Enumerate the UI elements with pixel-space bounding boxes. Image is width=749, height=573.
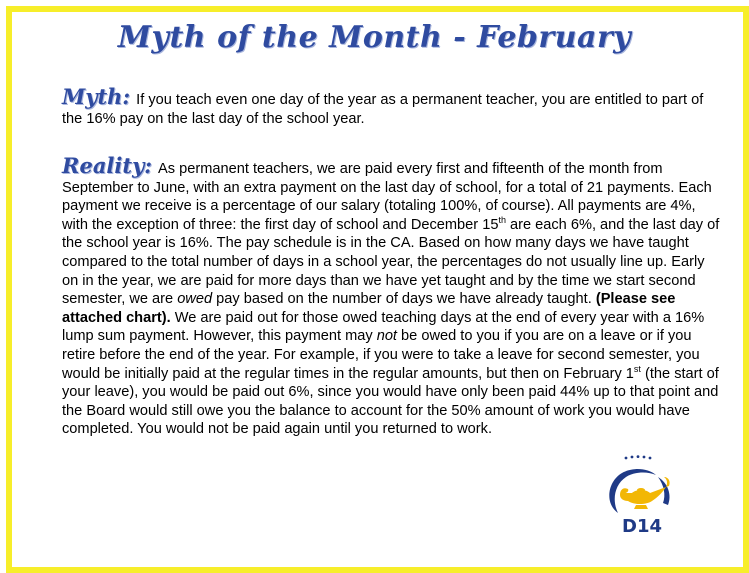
logo-text: D14 bbox=[622, 516, 662, 537]
myth-text: If you teach even one day of the year as a permanent teacher, you are entitled to part of the 16% pay on the last day of the school year. bbox=[62, 92, 704, 127]
reality-text-3: pay based on the number of days we have already taught. bbox=[212, 291, 596, 308]
reality-text-2: are each 6%, and the last day of the school year is 16%. The pay schedule is in the CA. Based on how many days we have taught compared to the total number of days in a school year, the percentages do not usually line up. Early on in the year, we are paid for more days than we have yet taught and by the time we start second semester, we are bbox=[62, 216, 720, 308]
reality-label: Reality: bbox=[62, 153, 153, 178]
reality-text-6: (the start of your leave), you would be paid out 6%, since you would have only been paid 44% up to that point and the Board would still owe you the balance to account for the 50% amount of work you would have completed. You would not be paid again until you returned to work. bbox=[62, 365, 719, 438]
myth-paragraph bbox=[62, 84, 722, 128]
reality-superscript-1: th bbox=[498, 214, 506, 225]
reality-text-5: be owed to you if you are on a leave or if you retire before the end of the year. For example, if you were to take a leave for second semester, you would be initially paid at the regular times in the regular amounts, but then on February 1 bbox=[62, 328, 700, 382]
logo-ring bbox=[609, 469, 656, 513]
reality-emphasis-not: not bbox=[376, 328, 397, 345]
chart-reference: (Please see attached chart). bbox=[62, 291, 676, 326]
reality-text-1: As permanent teachers, we are paid every first and fifteenth of the month from September to June, with an extra payment on the last day of school, for a total of 21 payments. Each payment we receive is a percentage of our salary (totaling 100%, of course). All payments are 4%, with the exception of three: the first day of school and December 15 bbox=[62, 161, 712, 233]
myth-label: Myth: bbox=[62, 84, 131, 109]
reality-superscript-2: st bbox=[633, 363, 641, 374]
reality-text-4: We are paid out for those owed teaching days at the end of every year with a 16% lump sum payment. However, this payment may bbox=[62, 309, 705, 345]
reality-emphasis-owed: owed bbox=[177, 291, 213, 308]
page-title: Myth of the Month - February bbox=[117, 20, 632, 55]
logo-ring-dots bbox=[625, 455, 652, 459]
reality-paragraph bbox=[62, 153, 722, 439]
